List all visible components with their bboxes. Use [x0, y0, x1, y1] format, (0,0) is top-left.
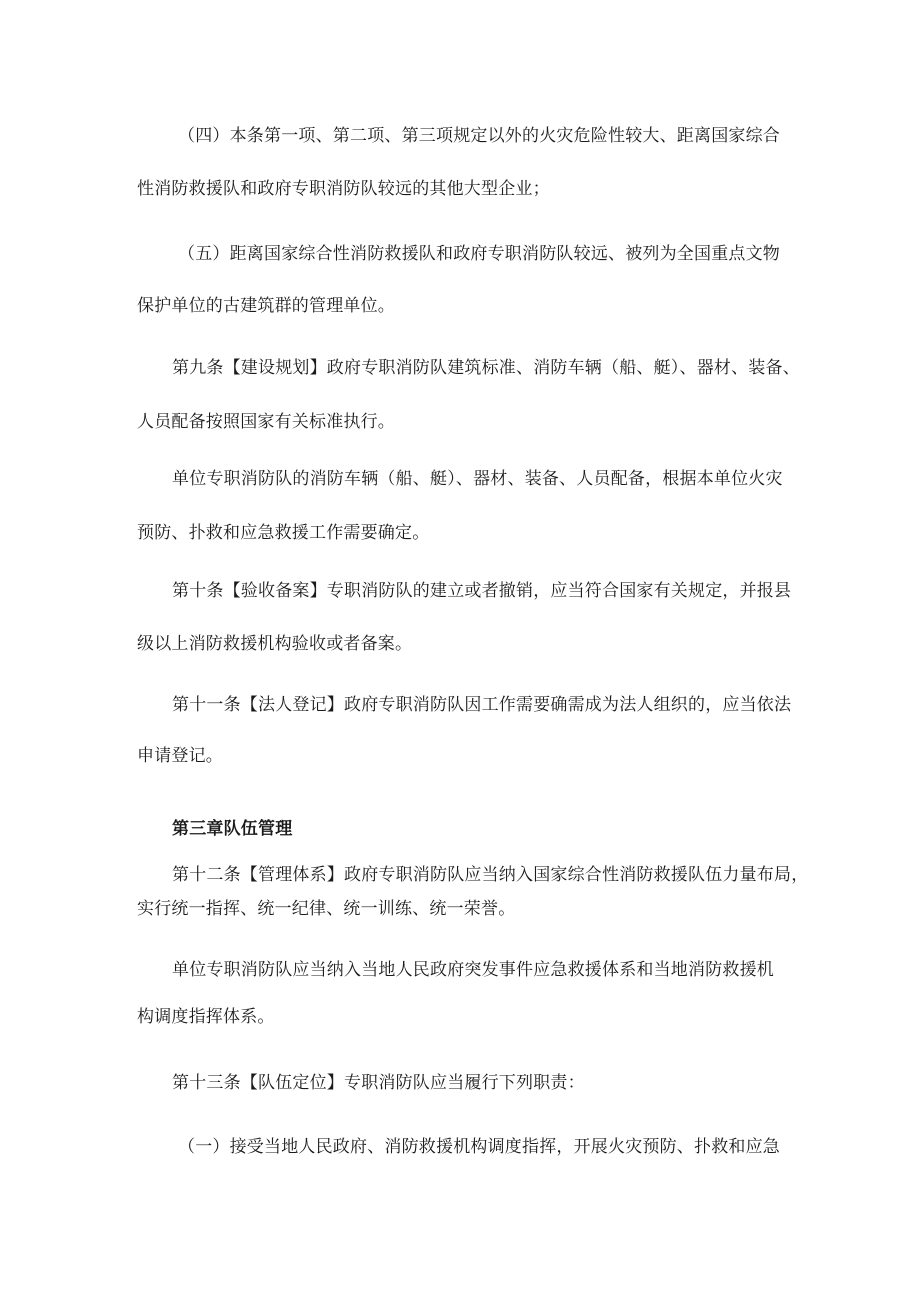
article13-item1-line1: （一）接受当地人民政府、消防救援机构调度指挥，开展火灾预防、扑救和应急: [178, 1137, 780, 1157]
article11-line1: 第十一条【法人登记】政府专职消防队因工作需要确需成为法人组织的，应当依法: [172, 695, 792, 715]
item4-line1: （四）本条第一项、第二项、第三项规定以外的火灾危险性较大、距离国家综合: [178, 126, 780, 146]
article12-line1: 第十二条【管理体系】政府专职消防队应当纳入国家综合性消防救援队伍力量布局，: [172, 865, 809, 885]
article9-para2-line2: 预防、扑救和应急救援工作需要确定。: [137, 523, 430, 543]
article9-line2: 人员配备按照国家有关标准执行。: [137, 412, 395, 432]
article12-para2-line2: 构调度指挥体系。: [137, 1007, 275, 1027]
article10-line1: 第十条【验收备案】专职消防队的建立或者撤销，应当符合国家有关规定，并报县: [172, 581, 792, 601]
article13-line1: 第十三条【队伍定位】专职消防队应当履行下列职责：: [172, 1073, 585, 1093]
item4-line2: 性消防救援队和政府专职消防队较远的其他大型企业；: [137, 179, 550, 199]
article12-para2-line1: 单位专职消防队应当纳入当地人民政府突发事件应急救援体系和当地消防救援机: [172, 960, 774, 980]
item5-line2: 保护单位的古建筑群的管理单位。: [137, 296, 395, 316]
article10-line2: 级以上消防救援机构验收或者备案。: [137, 634, 413, 654]
article11-line2: 申请登记。: [137, 746, 223, 766]
article9-para2-line1: 单位专职消防队的消防车辆（船、艇）、器材、装备、人员配备，根据本单位火灾: [172, 469, 783, 489]
article9-line1: 第九条【建设规划】政府专职消防队建筑标准、消防车辆（船、艇）、器材、装备、: [172, 358, 800, 378]
chapter3-heading: 第三章队伍管理: [172, 819, 293, 839]
item5-line1: （五）距离国家综合性消防救援队和政府专职消防队较远、被列为全国重点文物: [178, 244, 780, 264]
article12-line2: 实行统一指挥、统一纪律、统一训练、统一荣誉。: [137, 899, 516, 919]
